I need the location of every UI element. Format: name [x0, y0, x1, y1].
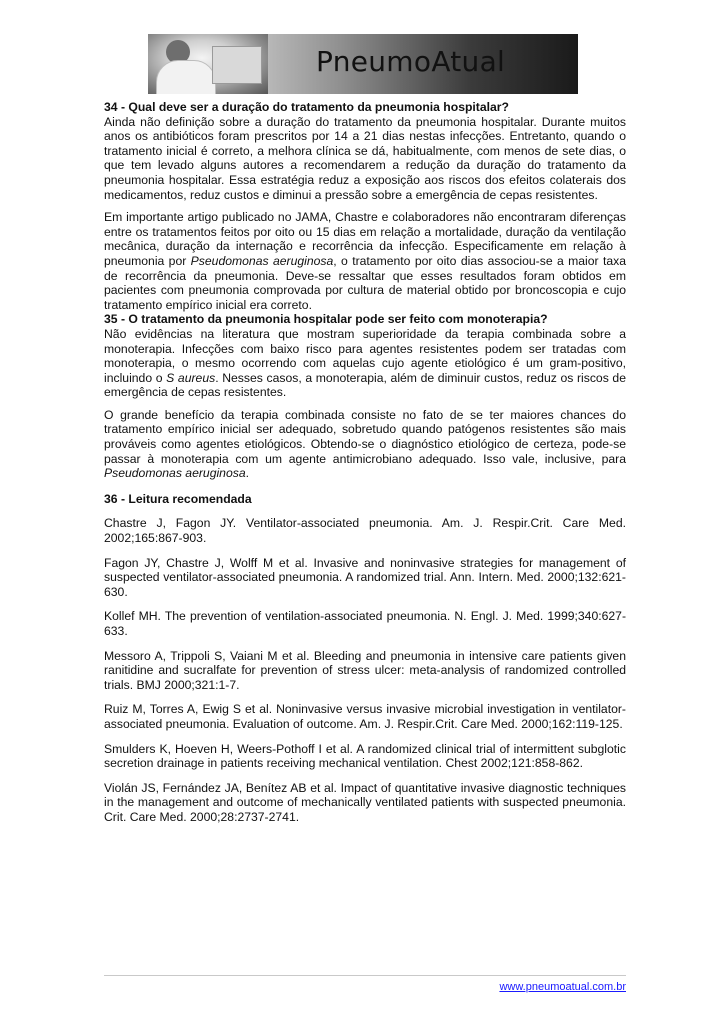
reference-item: Kollef MH. The prevention of ventilation-associated pneumonia. N. Engl. J. Med. 1999;340:627-633. [104, 609, 626, 638]
question-35-paragraph-2: O grande benefício da terapia combinada consiste no fato de se ter maiores chances do tratamento empírico inicial ser adequado, sobretudo quando patógenos resistentes são mais prováveis como agentes etiológicos. Obtendo-se o diagnóstico etiológico de certeza, pode-se passar à monoterapia com um agente antimicrobiano adequado. Isso vale, inclusive, para Pseudomonas aeruginosa. [104, 407, 626, 481]
question-35-title: 35 - O tratamento da pneumonia hospitalar pode ser feito com monoterapia? [104, 312, 548, 327]
xray-frame [212, 46, 262, 84]
reference-item: Messoro A, Trippoli S, Vaiani M et al. Bleeding and pneumonia in intensive care patients given ranitidine and sucralfate for prevention of stress ulcer: meta-analysis of randomized controlled trials. BMJ 2000;321:1-7. [104, 648, 626, 692]
question-34-paragraph-1: Ainda não definição sobre a duração do tratamento da pneumonia hospitalar. Durante muitos anos os antibióticos foram prescritos por 14 a 21 dias nestas infecções. Entretanto, quando o tratamento inicial é correto, a melhora clínica se dá, habitualmente, com menos de sete dias, o que tem levado alguns autores a recomendarem a redução da duração do tratamento da pneumonia hospitalar. Essa estratégia reduz a exposição aos riscos dos efeitos colaterais dos medicamentos, reduz custos e diminui a pressão sobre a emergência de cepas resistentes. [104, 114, 626, 202]
question-34-title: 34 - Qual deve ser a duração do tratamento da pneumonia hospitalar? [104, 100, 509, 114]
header-banner [148, 34, 578, 94]
doctor-photo [148, 34, 268, 94]
italic-term: Pseudomonas aeruginosa [104, 466, 246, 481]
brand-title: PneumoAtual [316, 45, 506, 78]
reference-item: Ruiz M, Torres A, Ewig S et al. Noninvasive versus invasive microbial investigation in ventilator-associated pneumonia. Evaluation of outcome. Am. J. Respir.Crit. Care Med. 2000;162:119-125. [104, 702, 626, 731]
italic-term: S aureus [166, 370, 216, 385]
italic-term: Pseudomonas aeruginosa [190, 253, 334, 268]
doctor-coat [156, 60, 216, 94]
reference-item: Chastre J, Fagon JY. Ventilator-associated pneumonia. Am. J. Respir.Crit. Care Med. 2002;165:867-903. [104, 516, 626, 546]
reference-item: Violán JS, Fernández JA, Benítez AB et al. Impact of quantitative invasive diagnostic techniques in the management and outcome of mechanically ventilated patients with suspected pneumonia. Crit. Care Med. 2000;28:2737-2741. [104, 780, 626, 824]
question-34-paragraph-2: Em importante artigo publicado no JAMA, Chastre e colaboradores não encontraram diferenças entre os tratamentos feitos por oito ou 15 dias em relação a mortalidade, duração da ventilação mecânica, duração da internação e recorrência da infecção. Especificamente em relação à pneumonia por Pseudomonas aeruginosa, o tratamento por oito dias associou-se a maior taxa de recorrência da pneumonia. Deve-se ressaltar que esses resultados foram obtidos em pacientes com pneumonia comprovada por cultura de material obtido por broncoscopia e cujo tratamento empírico inicial era correto. [104, 210, 627, 312]
document-body [104, 100, 626, 825]
question-35-paragraph-1: Não evidências na literatura que mostram superioridade da terapia combinada sobre a monoterapia. Infecções com baixo risco para agentes resistentes podem ser tratadas com monoterapia, o mesmo ocorrendo com aquelas cujo agente etiológico é um gram-positivo, incluindo o S aureus. Nesses casos, a monoterapia, além de diminuir custos, reduz os riscos de emergência de cepas resistentes. [104, 326, 626, 400]
footer-divider [104, 975, 626, 976]
question-36-title: 36 - Leitura recomendada [104, 491, 252, 506]
footer-website-link[interactable]: www.pneumoatual.com.br [499, 981, 626, 993]
reference-item: Fagon JY, Chastre J, Wolff M et al. Invasive and noninvasive strategies for management of suspected ventilator-associated pneumonia. A randomized trial. Ann. Intern. Med. 2000;132:621-630. [104, 555, 626, 599]
reference-item: Smulders K, Hoeven H, Weers-Pothoff I et al. A randomized clinical trial of intermittent subglotic secretion drainage in patients receiving mechanical ventilation. Chest 2002;121:858-862. [104, 741, 626, 771]
